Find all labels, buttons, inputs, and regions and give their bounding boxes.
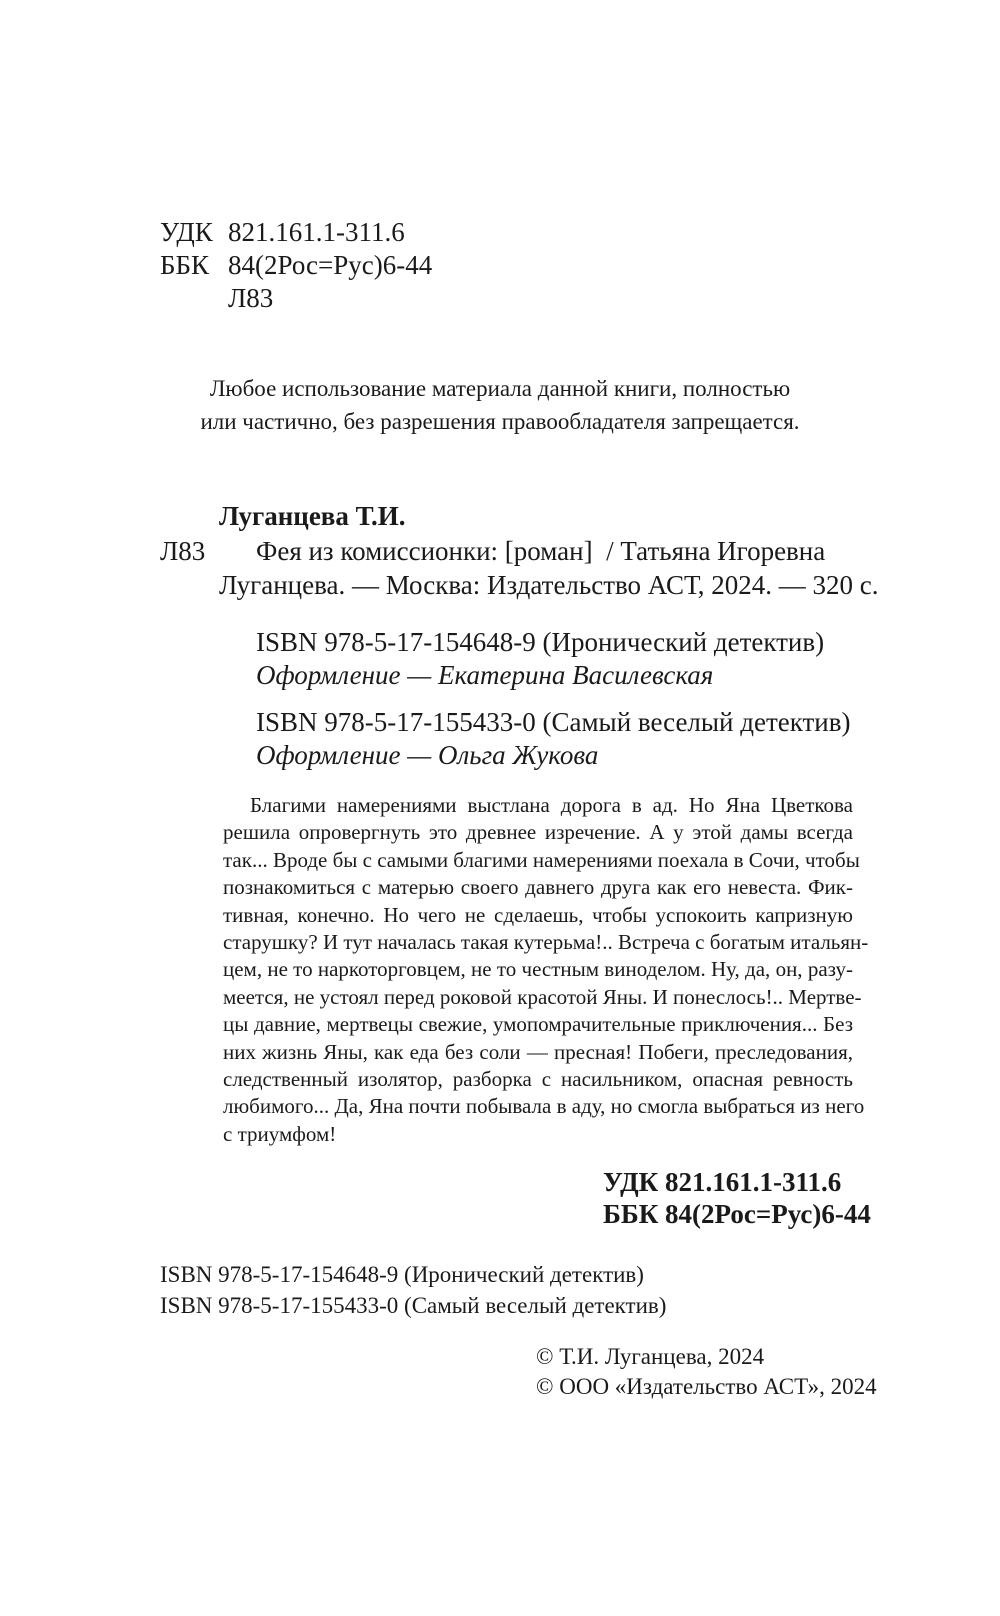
- bbk-value: 84(2Рос=Рус)6-44: [228, 250, 433, 280]
- author-mark-card: Л83: [160, 536, 206, 566]
- notice-line: Любое использование материала данной книги, полностью: [209, 376, 791, 401]
- copyright-author: © Т.И. Луганцева, 2024: [536, 1344, 765, 1369]
- summary-line: цы давние, мертвецы свежие, умопомрачительные приключения... Без: [223, 1012, 853, 1037]
- summary-line: любимого... Да, Яна почти побывала в аду, но смогла выбраться из него: [223, 1094, 865, 1119]
- author-mark-line: [160, 282, 432, 315]
- isbn-line-2: ISBN 978-5-17-155433-0 (Самый веселый детектив): [160, 1293, 667, 1318]
- summary-line: них жизнь Яны, как еда без соли — пресная! Побеги, преследования,: [223, 1039, 853, 1064]
- summary-paragraph: [223, 792, 869, 1148]
- udk-line: [160, 216, 432, 249]
- udk-value: 821.161.1-311.6: [228, 217, 405, 247]
- classification-block: [160, 216, 432, 315]
- summary-line: с триумфом!: [223, 1121, 337, 1146]
- summary-line: меется, не устоял перед роковой красотой Яны. И понеслось!.. Мертве-: [223, 984, 862, 1009]
- edition-design-1: Оформление — Екатерина Василевская: [256, 660, 714, 690]
- bottom-bbk: ББК 84(2Рос=Рус)6-44: [603, 1199, 871, 1229]
- summary-line: Благими намерениями выстлана дорога в ад. Но Яна Цветкова: [250, 793, 853, 817]
- summary-line: следственный изолятор, разборка с насильником, опасная ревность: [223, 1066, 853, 1091]
- notice-line: или частично, без разрешения правообладателя запрещается.: [200, 409, 800, 434]
- summary-line: решила опровергнуть это древнее изречение. А у этой дамы всегда: [223, 820, 853, 845]
- summary-line: старушку? И тут началась такая кутерьма!.. Встреча с богатым итальян-: [223, 929, 869, 954]
- summary-line: так... Вроде бы с самыми благими намерениями поехала в Сочи, чтобы: [223, 847, 860, 872]
- summary-line: цем, не то наркоторговцем, не то честным виноделом. Ну, да, он, разу-: [223, 957, 853, 982]
- copyright-publisher: © ООО «Издательство АСТ», 2024: [536, 1374, 877, 1399]
- edition-isbn-1: ISBN 978-5-17-154648-9 (Иронический детектив): [256, 627, 825, 657]
- copyright-notice: [0, 372, 1000, 438]
- bbk-line: [160, 249, 432, 282]
- edition-isbn-2: ISBN 978-5-17-155433-0 (Самый веселый детектив): [256, 707, 851, 737]
- summary-line: познакомиться с матерью своего давнего друга как его невеста. Фик-: [223, 875, 853, 900]
- author-heading: Луганцева Т.И.: [219, 501, 406, 531]
- udk-label: УДК: [160, 217, 213, 247]
- summary-line: тивная, конечно. Но чего не сделаешь, чтобы успокоить капризную: [223, 902, 853, 927]
- bottom-udk: УДК 821.161.1-311.6: [603, 1167, 842, 1197]
- description-line-2: Луганцева. — Москва: Издательство АСТ, 2024. — 320 с.: [219, 570, 879, 600]
- description-line-1: Фея из комиссионки: [роман] / Татьяна Игоревна: [256, 536, 826, 566]
- isbn-line-1: ISBN 978-5-17-154648-9 (Иронический детектив): [160, 1262, 644, 1287]
- edition-design-2: Оформление — Ольга Жукова: [256, 740, 599, 770]
- bbk-label: ББК: [160, 250, 210, 280]
- author-mark-top: Л83: [228, 283, 274, 313]
